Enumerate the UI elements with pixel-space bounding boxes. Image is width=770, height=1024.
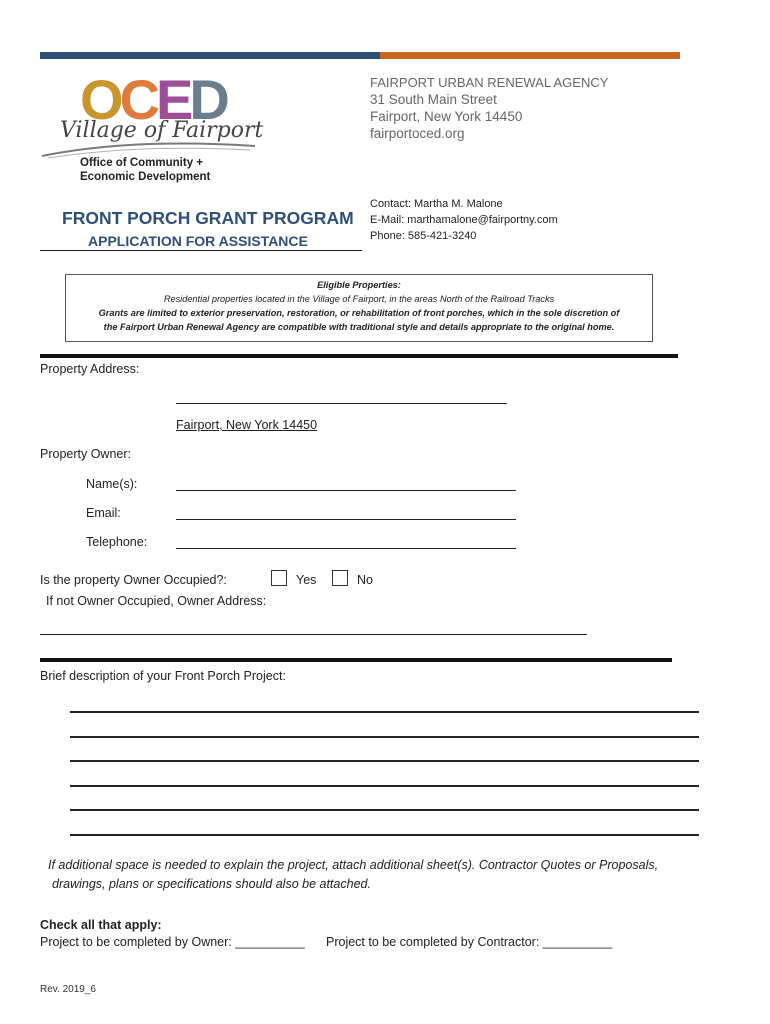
agency-info bbox=[370, 74, 608, 142]
header-bar-blue bbox=[40, 52, 380, 59]
owner-address-field[interactable] bbox=[40, 634, 587, 635]
office-name: Office of Community + Economic Development bbox=[80, 157, 211, 183]
description-line-5[interactable] bbox=[70, 809, 699, 811]
revision-label: Rev. 2019_6 bbox=[40, 984, 96, 995]
eligibility-line-1: Residential properties located in the Village of Fairport, in the areas North of the Railroad Tracks bbox=[163, 294, 555, 304]
owner-completion-option[interactable]: Project to be completed by Owner: __________ bbox=[40, 935, 305, 949]
oced-logo bbox=[60, 68, 264, 162]
logo-letter-c: C bbox=[119, 68, 157, 131]
program-title: FRONT PORCH GRANT PROGRAM bbox=[62, 208, 354, 228]
program-subtitle: APPLICATION FOR ASSISTANCE bbox=[88, 233, 308, 249]
logo-letter-e: E bbox=[156, 68, 190, 131]
logo-script-text: Village of Fairport bbox=[60, 118, 264, 143]
title-underline bbox=[40, 250, 362, 251]
eligibility-line-3: the Fairport Urban Renewal Agency are compatible with traditional style and details appropriate to the original home. bbox=[103, 322, 615, 332]
description-line-2[interactable] bbox=[70, 736, 699, 738]
owner-occupied-question: Is the property Owner Occupied?: bbox=[40, 573, 227, 587]
yes-checkbox[interactable] bbox=[271, 570, 287, 586]
eligibility-line-2: Grants are limited to exterior preservation, restoration, or rehabilitation of front porches, which in the sole discretion of bbox=[98, 308, 620, 318]
telephone-field[interactable] bbox=[176, 548, 516, 549]
contact-phone: Phone: 585-421-3240 bbox=[370, 230, 477, 242]
yes-label: Yes bbox=[296, 573, 317, 587]
telephone-label: Telephone: bbox=[86, 535, 148, 549]
no-checkbox[interactable] bbox=[332, 570, 348, 586]
email-label: Email: bbox=[86, 506, 121, 520]
contractor-completion-option[interactable]: Project to be completed by Contractor: __________ bbox=[326, 935, 613, 949]
contact-info bbox=[370, 196, 558, 244]
eligibility-box bbox=[65, 274, 653, 342]
section-divider-2 bbox=[40, 658, 672, 662]
description-line-4[interactable] bbox=[70, 785, 699, 787]
property-owner-label: Property Owner: bbox=[40, 447, 132, 461]
contact-email: E-Mail: marthamalone@fairportny.com bbox=[370, 214, 558, 226]
email-field[interactable] bbox=[176, 519, 516, 520]
city-state-zip: Fairport, New York 14450 bbox=[176, 418, 318, 432]
names-field[interactable] bbox=[176, 490, 516, 491]
additional-space-note: If additional space is needed to explain the project, attach additional sheet(s). Contractor Quotes or Proposals, drawings, plans or specifications should also be attached. bbox=[48, 858, 659, 891]
agency-name: FAIRPORT URBAN RENEWAL AGENCY bbox=[370, 75, 609, 90]
agency-street: 31 South Main Street bbox=[370, 92, 497, 107]
eligibility-heading: Eligible Properties: bbox=[317, 280, 401, 290]
description-label: Brief description of your Front Porch Project: bbox=[40, 669, 286, 683]
header-bar-orange bbox=[380, 52, 680, 59]
section-divider-1 bbox=[40, 354, 678, 358]
names-label: Name(s): bbox=[86, 477, 138, 491]
description-line-6[interactable] bbox=[70, 834, 699, 836]
description-line-3[interactable] bbox=[70, 760, 699, 762]
not-owner-occupied-label: If not Owner Occupied, Owner Address: bbox=[46, 594, 267, 608]
no-label: No bbox=[357, 573, 373, 587]
agency-city: Fairport, New York 14450 bbox=[370, 109, 523, 124]
check-all-title: Check all that apply: bbox=[40, 918, 162, 932]
agency-website: fairportoced.org bbox=[370, 126, 465, 141]
property-address-label: Property Address: bbox=[40, 362, 140, 376]
logo-letter-d: D bbox=[189, 68, 226, 131]
logo-letter-o: O bbox=[80, 68, 120, 131]
property-address-field[interactable] bbox=[176, 403, 507, 404]
description-line-1[interactable] bbox=[70, 711, 699, 713]
contact-name: Contact: Martha M. Malone bbox=[370, 198, 503, 210]
